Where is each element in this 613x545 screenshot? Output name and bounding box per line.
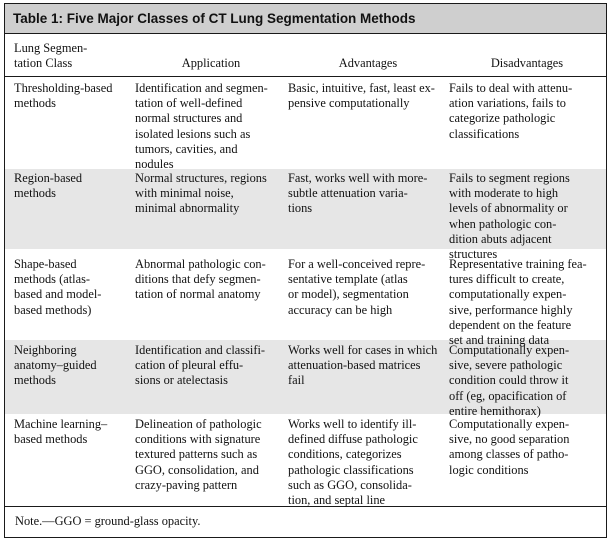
table-cell: Region-based methods — [14, 171, 83, 201]
table-cell: Computationally expen- sive, severe pathologic condition could throw it off (eg, opacification of entire hemithorax) — [449, 343, 570, 418]
table-cell: Identification and segmen- tation of well-defined normal structures and isolated lesions such as tumors, cavities, and nodules — [135, 81, 268, 172]
table-cell: Identification and classifi- cation of pleural effu- sions or atelectasis — [135, 343, 266, 388]
header-application: Application — [181, 56, 241, 70]
header-class: Lung Segmen- tation Class — [14, 41, 88, 71]
table-cell: Shape-based methods (atlas- based and model- based methods) — [14, 257, 102, 317]
table-cell: Works well to identify ill- defined diffuse pathologic conditions, categorizes pathologic classifications such as GGO, consolida- tion, and septal line — [288, 417, 418, 508]
header-rule — [5, 76, 606, 77]
table-cell: Machine learning– based methods — [14, 417, 108, 447]
table-cell: Representative training fea- tures difficult to create, computationally expen- sive, performance highly dependent on the feature set and training data — [449, 257, 587, 348]
table-cell: Fails to segment regions with moderate to high levels of abnormality or when pathologic con- dition abuts adjacent structures — [449, 171, 570, 262]
table-cell: For a well-conceived repre- sentative template (atlas or model), segmentation accuracy can be high — [288, 257, 426, 317]
table-cell: Fails to deal with attenu- ation variations, fails to categorize pathologic classifications — [449, 81, 573, 141]
header-disadvantages: Disadvantages — [490, 56, 564, 70]
header-advantages: Advantages — [338, 56, 398, 70]
table-cell: Works well for cases in which attenuation-based matrices fail — [288, 343, 438, 388]
table-cell: Normal structures, regions with minimal noise, minimal abnormality — [135, 171, 267, 216]
table-note: Note.—GGO = ground-glass opacity. — [15, 514, 201, 528]
table-frame — [4, 3, 607, 538]
table-cell: Abnormal pathologic con- ditions that defy segmen- tation of normal anatomy — [135, 257, 266, 302]
table-cell: Thresholding-based methods — [14, 81, 113, 111]
table-title: Table 1: Five Major Classes of CT Lung Segmentation Methods — [5, 4, 606, 34]
table-cell: Computationally expen- sive, no good separation among classes of patho- logic conditions — [449, 417, 570, 477]
table-cell: Delineation of pathologic conditions with signature textured patterns such as GGO, consolidation, and crazy-paving pattern — [135, 417, 262, 492]
table-cell: Basic, intuitive, fast, least ex- pensive computationally — [288, 81, 435, 111]
table-cell: Fast, works well with more- subtle attenuation varia- tions — [288, 171, 428, 216]
table-cell: Neighboring anatomy–guided methods — [14, 343, 97, 388]
